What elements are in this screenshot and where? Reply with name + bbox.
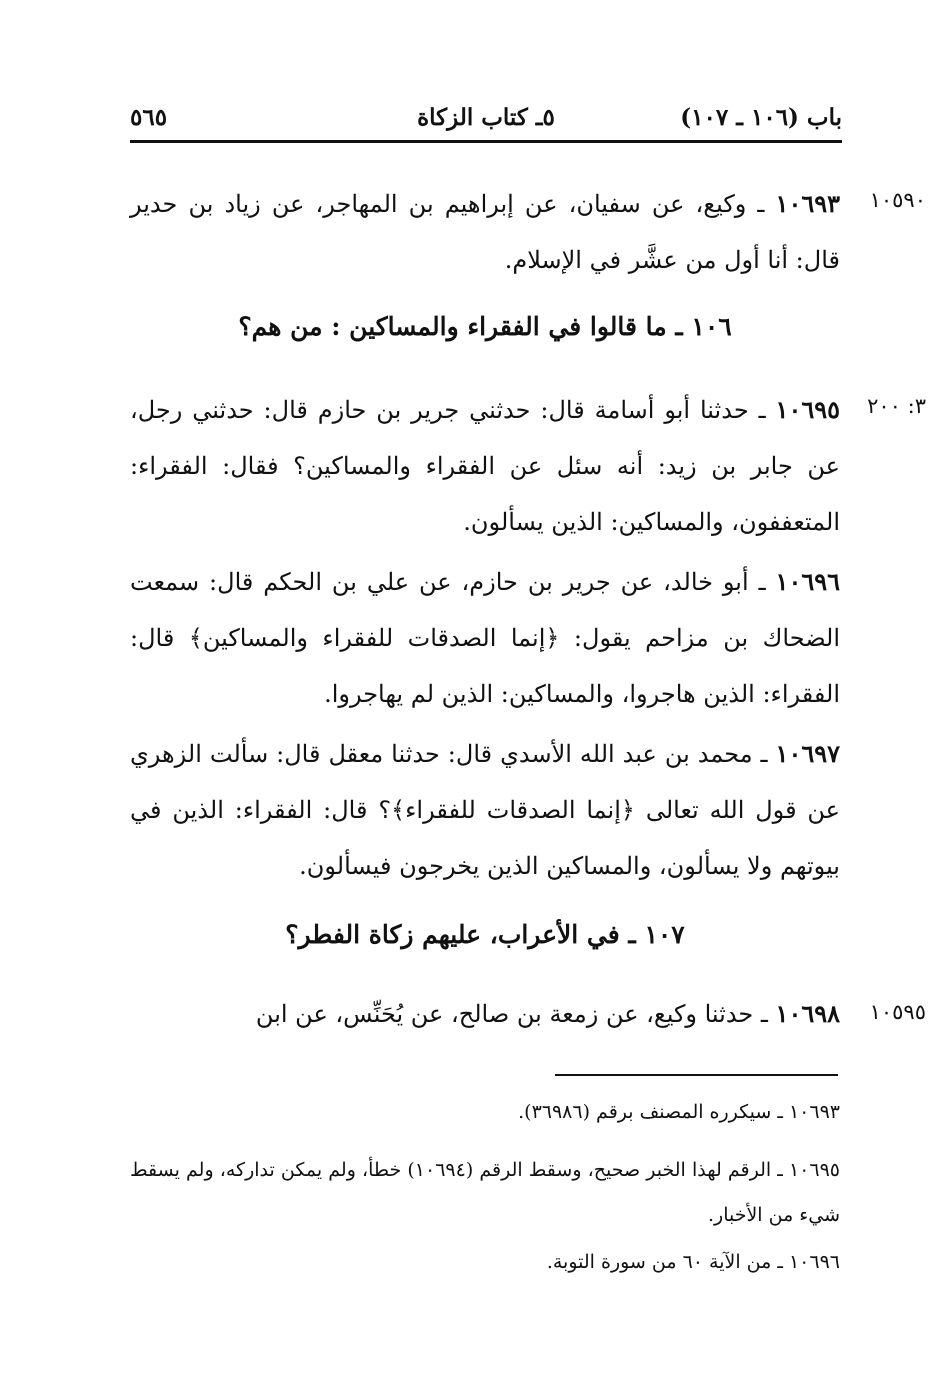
footnote-divider: [555, 1074, 838, 1076]
entry-number: ١٠٦٩٦: [775, 567, 840, 596]
section-heading-107: ١٠٧ ـ في الأعراب، عليهم زكاة الفطر؟: [285, 920, 685, 949]
entry-number: ١٠٦٩٣: [775, 189, 840, 218]
book-title: ٥ـ كتاب الزكاة: [417, 104, 555, 131]
entry-number: ١٠٦٩٧: [775, 739, 840, 768]
entry-10695: [130, 382, 840, 550]
entry-10696: [130, 554, 840, 722]
section-heading-106: ١٠٦ ـ ما قالوا في الفقراء والمساكين : من هم؟: [238, 312, 732, 341]
entry-text: ـ حدثنا أبو أسامة قال: حدثني جرير بن حازم قال: حدثني رجل، عن جابر بن زيد: أنه سئل عن الفقراء والمساكين؟ فقال: الفقراء: المتعففون، والمساكين: الذين يسألون.: [130, 396, 840, 536]
margin-note: ١٠٥٩٠: [869, 188, 926, 212]
entry-text: ـ محمد بن عبد الله الأسدي قال: حدثنا معقل قال: سألت الزهري عن قول الله تعالى ﴿إنما الصدقات للفقراء﴾؟ قال: الفقراء: الذين في بيوتهم ولا يسألون، والمساكين الذين يخرجون فيسألون.: [130, 740, 840, 880]
page-number: ٥٦٥: [130, 104, 168, 131]
footnote: ١٠٦٩٣ ـ سيكرره المصنف برقم (٣٦٩٨٦).: [518, 1101, 840, 1123]
entry-number: ١٠٦٩٨: [775, 999, 840, 1028]
chapter-range: باب (١٠٦ ـ ١٠٧): [680, 104, 842, 131]
margin-note: ٣: ٢٠٠: [867, 394, 926, 418]
running-header: [130, 96, 842, 143]
entry-number: ١٠٦٩٥: [775, 395, 840, 424]
entry-text: ـ أبو خالد، عن جرير بن حازم، عن علي بن الحكم قال: سمعت الضحاك بن مزاحم يقول: ﴿إنما الصدقات للفقراء والمساكين﴾ قال: الفقراء: الذين هاجروا، والمساكين: الذين لم يهاجروا.: [130, 568, 840, 708]
entry-text: ـ حدثنا وكيع، عن زمعة بن صالح، عن يُحَنِّس، عن ابن: [255, 1000, 776, 1028]
entry-10698: [130, 986, 840, 1042]
entry-10697: [130, 726, 840, 894]
margin-note: ١٠٥٩٥: [869, 1000, 926, 1024]
entry-text: ـ وكيع، عن سفيان، عن إبراهيم بن المهاجر، عن زياد بن حدير قال: أنا أول من عشَّر في الإسلام.: [130, 190, 840, 274]
entry-10693: [130, 176, 840, 288]
footnote: ١٠٦٩٥ ـ الرقم لهذا الخبر صحيح، وسقط الرقم (١٠٦٩٤) خطأ، ولم يمكن تداركه، ولم يسقط شيء من الأخبار.: [130, 1159, 840, 1226]
footnote: ١٠٦٩٦ ـ من الآية ٦٠ من سورة التوبة.: [546, 1251, 840, 1273]
